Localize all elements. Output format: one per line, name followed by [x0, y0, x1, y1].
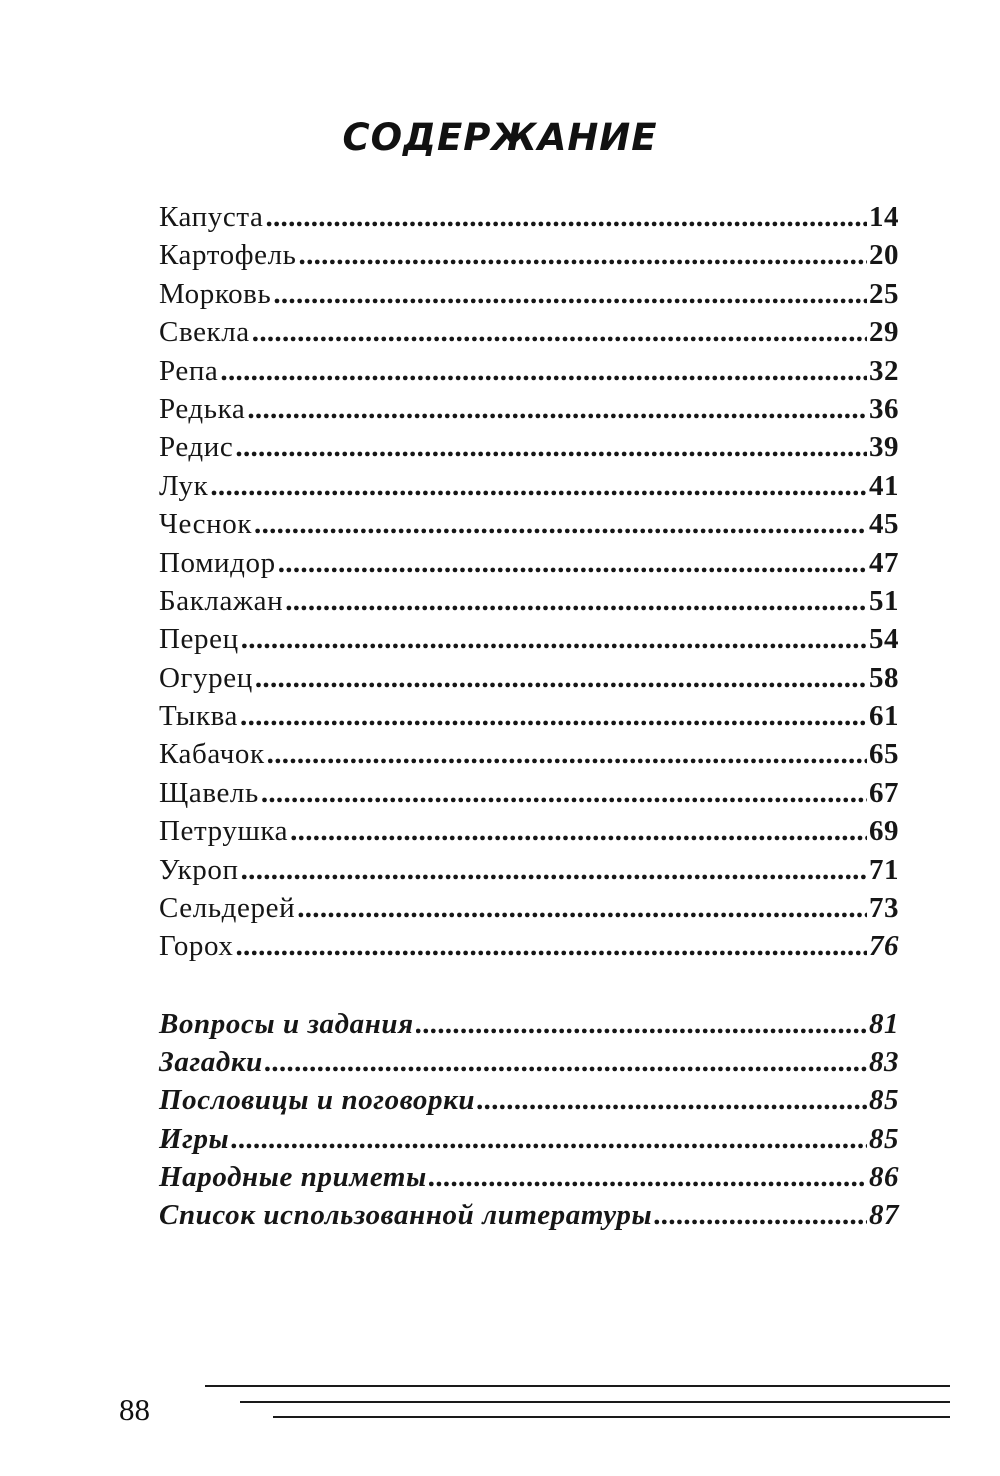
- page-number: 88: [119, 1392, 150, 1427]
- toc-entry: [159, 735, 899, 773]
- toc-entry: [159, 390, 899, 428]
- toc-appendix-entry: [159, 1005, 899, 1043]
- toc-entry-page: 14: [869, 201, 899, 233]
- footer-rule-top: [205, 1385, 950, 1387]
- page-title: СОДЕРЖАНИЕ: [342, 116, 658, 159]
- toc-entry-page: 85: [869, 1084, 899, 1117]
- toc-entry-label: Список использованной литературы: [159, 1198, 653, 1231]
- dot-leader: [261, 774, 867, 812]
- toc-entry-label: Лук: [159, 469, 209, 502]
- toc-entry-page: 45: [869, 508, 899, 541]
- toc-entry: [159, 544, 899, 582]
- toc-appendix-entry: [159, 1081, 899, 1119]
- dot-leader: [654, 1196, 867, 1234]
- toc-entry-page: 65: [869, 738, 899, 771]
- toc-entry-page: 71: [869, 853, 899, 886]
- dot-leader: [477, 1081, 867, 1119]
- toc-entry-label: Капуста: [159, 201, 264, 233]
- toc-entry: [159, 313, 899, 351]
- toc-entry-label: Вопросы и задания: [159, 1008, 414, 1040]
- toc-entry: [159, 275, 899, 313]
- toc-entry-label: Укроп: [159, 853, 239, 886]
- toc-entry-label: Тыква: [159, 700, 239, 733]
- toc-entry: [159, 352, 899, 390]
- toc-entry-label: Огурец: [159, 661, 253, 694]
- dot-leader: [265, 198, 867, 236]
- toc-appendix-list: [159, 1005, 899, 1234]
- toc-entry-page: 69: [869, 815, 899, 848]
- dot-leader: [265, 1043, 867, 1081]
- toc-entry-page: 32: [869, 354, 899, 387]
- toc-entry: [159, 659, 899, 697]
- toc-entry-label: Щавель: [159, 776, 259, 809]
- dot-leader: [235, 428, 867, 466]
- toc-entry-page: 85: [869, 1122, 899, 1155]
- toc-entry-page: 61: [869, 700, 899, 733]
- dot-leader: [273, 275, 867, 313]
- toc-entry-label: Морковь: [159, 277, 272, 310]
- dot-leader: [241, 851, 867, 889]
- toc-entry: [159, 889, 899, 927]
- toc-entry: [159, 236, 899, 274]
- dot-leader: [416, 1005, 867, 1043]
- toc-entry-page: 86: [869, 1160, 899, 1193]
- toc-entry-page: 25: [869, 277, 899, 310]
- toc-entry: [159, 620, 899, 658]
- toc-entry: [159, 851, 899, 889]
- toc-entry-label: Горох: [159, 930, 234, 963]
- dot-leader: [241, 620, 867, 658]
- footer-rule-bottom: [273, 1416, 950, 1418]
- toc-entry-label: Кабачок: [159, 738, 265, 771]
- toc-entry: [159, 927, 899, 965]
- toc-entry-page: 41: [869, 469, 899, 502]
- toc-entry-label: Загадки: [159, 1046, 263, 1079]
- toc-entry-label: Игры: [159, 1122, 230, 1155]
- dot-leader: [299, 236, 867, 274]
- toc-entry: [159, 697, 899, 735]
- toc-entry: [159, 812, 899, 850]
- toc-appendix-entry: [159, 1196, 899, 1234]
- toc-entry-page: 81: [869, 1008, 899, 1040]
- dot-leader: [285, 582, 867, 620]
- toc-entry-label: Редис: [159, 431, 234, 464]
- toc-entry-label: Картофель: [159, 239, 297, 272]
- dot-leader: [255, 659, 867, 697]
- toc-entry-label: Репа: [159, 354, 219, 387]
- toc-entry-page: 39: [869, 431, 899, 464]
- toc-entry-page: 47: [869, 546, 899, 579]
- toc-appendix-entry: [159, 1120, 899, 1158]
- dot-leader: [254, 505, 867, 543]
- toc-entry-page: 29: [869, 316, 899, 349]
- toc-entry-label: Чеснок: [159, 508, 253, 541]
- dot-leader: [429, 1158, 867, 1196]
- footer-rule-middle: [240, 1401, 950, 1403]
- dot-leader: [252, 313, 867, 351]
- toc-appendix-entry: [159, 1043, 899, 1081]
- toc-entry-page: 67: [869, 776, 899, 809]
- dot-leader: [231, 1120, 867, 1158]
- toc-entry-label: Редька: [159, 392, 246, 425]
- dot-leader: [290, 812, 867, 850]
- toc-entry: [159, 198, 899, 236]
- toc-entry-page: 20: [869, 239, 899, 272]
- toc-entry-label: Петрушка: [159, 815, 289, 848]
- toc-entry: [159, 467, 899, 505]
- toc-entry-page: 36: [869, 392, 899, 425]
- toc-entry-page: 58: [869, 661, 899, 694]
- toc-entry: [159, 428, 899, 466]
- toc-entry-label: Баклажан: [159, 584, 284, 617]
- toc-appendix-entry: [159, 1158, 899, 1196]
- toc-entry-label: Свекла: [159, 316, 250, 349]
- dot-leader: [278, 544, 867, 582]
- toc-entry-label: Сельдерей: [159, 892, 296, 925]
- toc-entry-label: Перец: [159, 623, 239, 656]
- dot-leader: [240, 697, 867, 735]
- toc-entry-page: 51: [869, 584, 899, 617]
- toc-entry: [159, 774, 899, 812]
- dot-leader: [267, 735, 867, 773]
- toc-entry-page: 76: [869, 930, 899, 963]
- dot-leader: [220, 352, 867, 390]
- toc-entry-label: Народные приметы: [159, 1160, 427, 1193]
- toc-entry-page: 87: [869, 1198, 899, 1231]
- dot-leader: [297, 889, 867, 927]
- toc-entry: [159, 582, 899, 620]
- toc-main-list: [159, 198, 899, 966]
- toc-entry-page: 73: [869, 892, 899, 925]
- toc-entry-page: 83: [869, 1046, 899, 1079]
- dot-leader: [247, 390, 867, 428]
- dot-leader: [210, 467, 867, 505]
- toc-entry-page: 54: [869, 623, 899, 656]
- toc-entry-label: Пословицы и поговорки: [159, 1084, 476, 1117]
- toc-entry: [159, 505, 899, 543]
- toc-entry-label: Помидор: [159, 546, 276, 579]
- dot-leader: [236, 927, 868, 965]
